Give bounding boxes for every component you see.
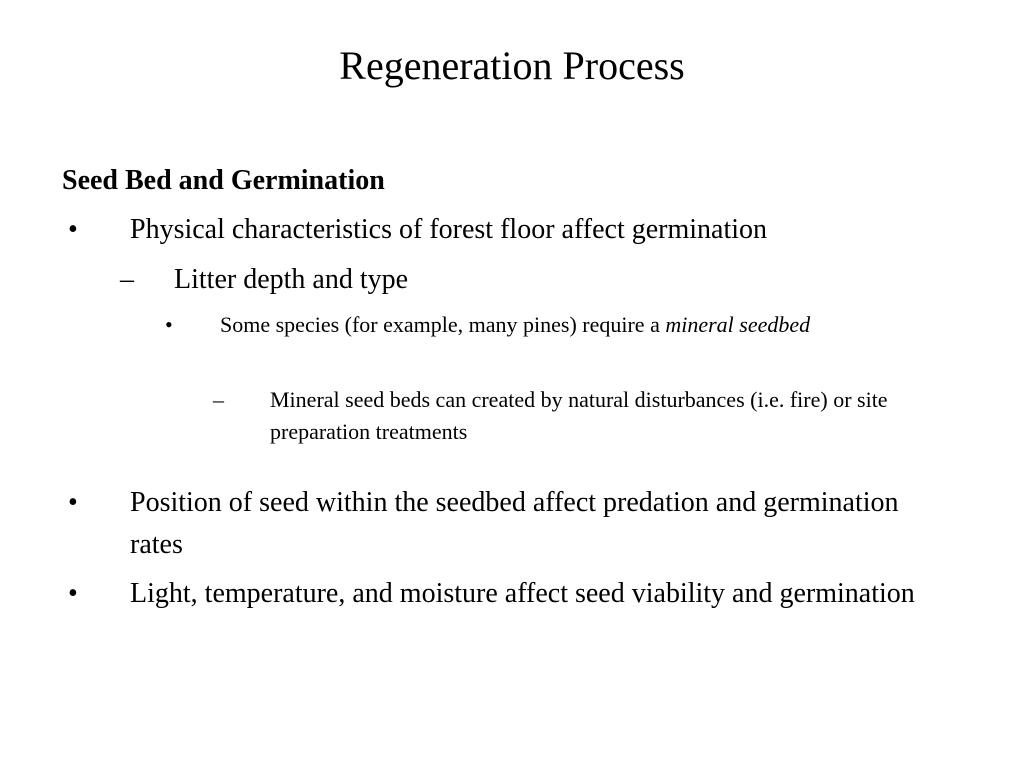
bullet-marker: • [68,578,78,609]
bullet-text: Position of seed within the seedbed affect predation and germination rates [130,487,899,560]
bullet-marker: • [68,214,78,245]
bullet-marker: • [165,312,173,337]
bullet-item-physical-characteristics [68,209,948,251]
bullet-text: Physical characteristics of forest floor affect germination [130,214,768,245]
sub-sub-sub-item-mineral-seed-beds [213,384,973,448]
sub-item-litter-depth [120,259,900,301]
bullet-text: Light, temperature, and moisture affect seed viability and germination [130,578,915,609]
emphasis-mineral-seedbed: mineral seedbed [665,312,811,337]
dash-marker: – [213,387,224,412]
bullet-marker: • [68,487,78,518]
sub-sub-sub-item-text: Mineral seed beds can created by natural disturbances (i.e. fire) or site preparation treatments [270,387,888,444]
bullet-item-position-of-seed [68,482,948,566]
bullet-item-light-temperature [68,573,948,657]
sub-sub-item-text-prefix: Some species (for example, many pines) require a [220,312,666,337]
sub-sub-item-species [165,309,925,373]
section-heading: Seed Bed and Germination [62,165,385,196]
dash-marker: – [120,264,134,295]
sub-sub-item-text [220,309,910,341]
sub-item-text: Litter depth and type [174,264,409,295]
slide-title: Regeneration Process [339,43,685,88]
